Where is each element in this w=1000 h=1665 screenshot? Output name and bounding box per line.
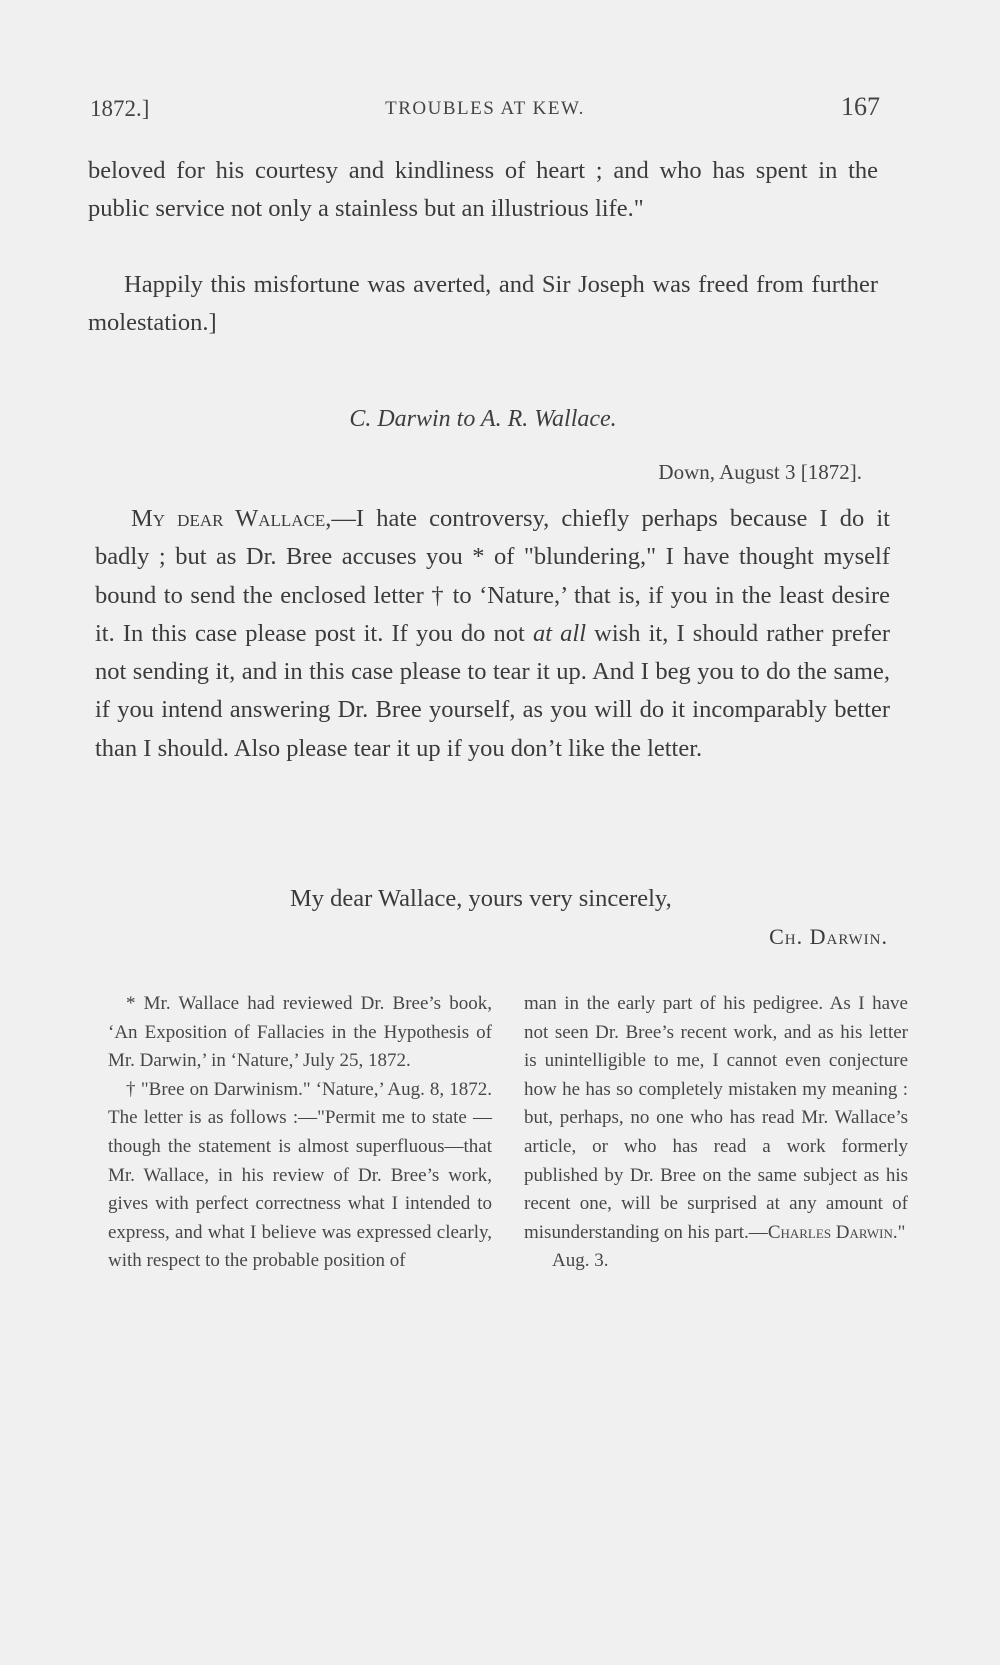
footnotes: [108, 990, 908, 1410]
footnote-2-start: † "Bree on Darwinism." ‘Nature,’ Aug. 8, 1872. The letter is as follows :—"Permit me to state —though the statement is almost superfluous—that Mr. Wallace, in his review of Dr. Bree’s work, gives with perfect correctness what I intended to express, and what I believe was expressed clearly, with respect to the probable position of: [108, 1078, 492, 1272]
footnote-2-continued-text: man in the early part of his pedigree. As I have not seen Dr. Bree’s recent work, and as his letter is unintelligible to me, I cannot even conjecture how he has so completely mistaken my meaning : but, perhaps, no one who has read Mr. Wallace’s article, or who has read a work formerly published by Dr. Bree on the same subject as his recent one, will be surprised at any amount of misunderstanding on his part.—: [524, 993, 908, 1243]
page-number: 167: [841, 92, 880, 121]
closing-paragraph-text: Happily this misfortune was averted, and Sir Joseph was freed from further molestation.]: [88, 271, 878, 336]
letter-body-emphasis: at all: [532, 619, 587, 647]
letter-closing: My dear Wallace, yours very sincerely,: [290, 885, 672, 912]
running-head: [90, 92, 880, 126]
letter-body-part-2: wish it, I should rather prefer not sending it, and in this case please to tear it up. And I beg you to do the same, if you intend answering Dr. Bree yourself, as you will do it incomparably better than I should. Also please tear it up if you don’t like the letter.: [95, 619, 891, 762]
continued-paragraph: [88, 152, 878, 228]
footnote-2-signature: Charles Darwin.": [767, 1221, 906, 1243]
letter-body-part-1: —I hate controversy, chiefly perhaps because I do it badly ; but as Dr. Bree accuses you * of "blundering," I have thought myself bound to send the enclosed letter † to ‘Nature,’ that is, if you in the least desire it. In this case please post it. If you do not: [95, 505, 890, 647]
letter-salutation: My dear Wallace,: [131, 505, 332, 532]
running-head-title: TROUBLES AT KEW.: [385, 98, 585, 119]
footnote-2-date: Aug. 3.: [552, 1250, 609, 1272]
letter-dateline: Down, August 3 [1872].: [658, 460, 862, 484]
letter-body: [95, 500, 890, 768]
closing-paragraph: [88, 266, 878, 342]
footnote-2-continued: [524, 990, 908, 1247]
letter-body-text: [95, 500, 890, 768]
continued-paragraph-text: beloved for his courtesy and kindliness of heart ; and who has spent in the public service not only a stainless but an illustrious life.": [88, 157, 878, 222]
running-head-year: 1872.]: [90, 96, 150, 121]
footnote-column-right: [524, 990, 908, 1276]
footnote-1: * Mr. Wallace had reviewed Dr. Bree’s book, ‘An Exposition of Fallacies in the Hypothesis of Mr. Darwin,’ in ‘Nature,’ July 25, 1872.: [108, 993, 492, 1072]
letter-signature: Ch. Darwin.: [769, 924, 888, 949]
letter-heading: C. Darwin to A. R. Wallace.: [349, 406, 617, 432]
footnote-column-left: [108, 990, 492, 1276]
